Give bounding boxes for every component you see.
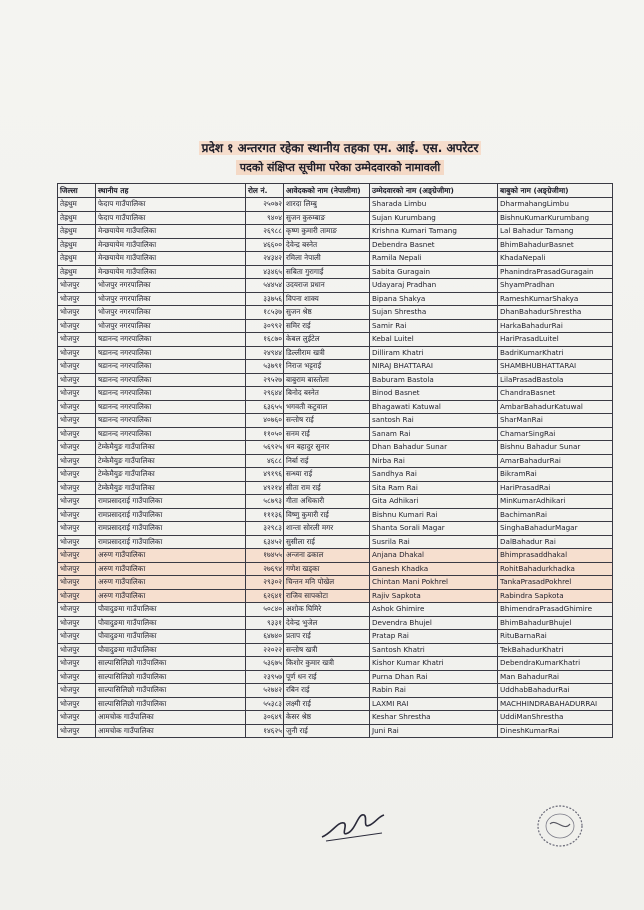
table-body (58, 198, 613, 738)
name-english-cell: Sita Ram Rai (370, 481, 498, 495)
district-cell: भोजपुर (58, 279, 96, 293)
table-row (58, 576, 613, 590)
roll-number-cell: ६३६५५ (246, 400, 284, 414)
local-level-cell: भोजपुर नगरपालिका (96, 292, 246, 306)
local-level-cell: षडानन्द नगरपालिका (96, 427, 246, 441)
district-cell: भोजपुर (58, 319, 96, 333)
table-row (58, 630, 613, 644)
name-english-cell: NIRAJ BHATTARAI (370, 360, 498, 374)
district-cell: भोजपुर (58, 306, 96, 320)
district-cell: भोजपुर (58, 643, 96, 657)
name-nepali-cell: रमिला नेपाली (284, 252, 370, 266)
name-english-cell: Bishnu Kumari Rai (370, 508, 498, 522)
roll-number-cell: ५५३८३ (246, 697, 284, 711)
district-cell: भोजपुर (58, 292, 96, 306)
name-english-cell: Sujan Kurumbang (370, 211, 498, 225)
name-english-cell: Kishor Kumar Khatri (370, 657, 498, 671)
father-name-cell: TekBahadurKhatri (498, 643, 613, 657)
local-level-cell: मेन्छयायेम गाउँपालिका (96, 252, 246, 266)
table-row (58, 562, 613, 576)
title-line-1: प्रदेश १ अन्तरगत रहेका स्थानीय तहका एम. आई. एस. अपरेटर (199, 141, 482, 155)
table-row (58, 711, 613, 725)
table-row (58, 670, 613, 684)
table-row (58, 414, 613, 428)
roll-number-cell: २३९५७ (246, 670, 284, 684)
father-name-cell: DineshKumarRai (498, 724, 613, 738)
table-row (58, 724, 613, 738)
local-level-cell: अरुण गाउँपालिका (96, 549, 246, 563)
table-row (58, 373, 613, 387)
local-level-cell: मेन्छयायेम गाउँपालिका (96, 265, 246, 279)
roll-number-cell: २४९४४ (246, 346, 284, 360)
local-level-cell: मेन्छयायेम गाउँपालिका (96, 238, 246, 252)
roll-number-cell: १११३६ (246, 508, 284, 522)
district-cell: भोजपुर (58, 522, 96, 536)
table-row (58, 616, 613, 630)
local-level-cell: फेदाप गाउँपालिका (96, 211, 246, 225)
official-stamp (532, 800, 588, 852)
name-english-cell: santosh Rai (370, 414, 498, 428)
local-level-cell: रामप्रसादराई गाउँपालिका (96, 495, 246, 509)
district-cell: भोजपुर (58, 697, 96, 711)
district-cell: भोजपुर (58, 454, 96, 468)
local-level-cell: आमचोक गाउँपालिका (96, 711, 246, 725)
district-cell: भोजपुर (58, 481, 96, 495)
roll-number-cell: ११०५० (246, 427, 284, 441)
local-level-cell: पौवादुङमा गाउँपालिका (96, 603, 246, 617)
local-level-cell: साल्पासिलिछो गाउँपालिका (96, 697, 246, 711)
district-cell: भोजपुर (58, 576, 96, 590)
name-nepali-cell: सुजन श्रेष्ठ (284, 306, 370, 320)
local-level-cell: षडानन्द नगरपालिका (96, 346, 246, 360)
district-cell: भोजपुर (58, 657, 96, 671)
name-nepali-cell: गणेश खड्का (284, 562, 370, 576)
name-nepali-cell: बिनोद बस्नेत (284, 387, 370, 401)
name-english-cell: Sanam Rai (370, 427, 498, 441)
father-name-cell: PhanindraPrasadGuragain (498, 265, 613, 279)
table-row (58, 603, 613, 617)
roll-number-cell: ४६८८ (246, 454, 284, 468)
name-english-cell: Rajiv Sapkota (370, 589, 498, 603)
table-row (58, 211, 613, 225)
name-english-cell: Chintan Mani Pokhrel (370, 576, 498, 590)
father-name-cell: HarkaBahadurRai (498, 319, 613, 333)
name-english-cell: Baburam Bastola (370, 373, 498, 387)
roll-number-cell: ३०९९२ (246, 319, 284, 333)
roll-number-cell: १४६२५ (246, 724, 284, 738)
name-nepali-cell: शान्ता सोरली मगर (284, 522, 370, 536)
name-nepali-cell: गीता अधिकारी (284, 495, 370, 509)
table-row (58, 697, 613, 711)
district-cell: भोजपुर (58, 630, 96, 644)
table-row (58, 508, 613, 522)
father-name-cell: DharmahangLimbu (498, 198, 613, 212)
district-cell: भोजपुर (58, 333, 96, 347)
name-nepali-cell: अशोक घिमिरे (284, 603, 370, 617)
father-name-cell: HariPrasadRai (498, 481, 613, 495)
roll-number-cell: ६४७४० (246, 630, 284, 644)
table-row (58, 495, 613, 509)
name-nepali-cell: डिल्लीराम खत्री (284, 346, 370, 360)
father-name-cell: BachimanRai (498, 508, 613, 522)
district-cell: तेह्रथुम (58, 225, 96, 239)
district-cell: भोजपुर (58, 360, 96, 374)
table-row (58, 319, 613, 333)
father-name-cell: Lal Bahadur Tamang (498, 225, 613, 239)
name-english-cell: Pratap Rai (370, 630, 498, 644)
name-english-cell: Samir Rai (370, 319, 498, 333)
name-english-cell: Ramila Nepali (370, 252, 498, 266)
name-nepali-cell: कृष्ण कुमारी तामाङ (284, 225, 370, 239)
name-english-cell: Sujan Shrestha (370, 306, 498, 320)
table-row (58, 441, 613, 455)
name-nepali-cell: सन्तोष राई (284, 414, 370, 428)
local-level-cell: अरुण गाउँपालिका (96, 562, 246, 576)
father-name-cell: HariPrasadLuitel (498, 333, 613, 347)
father-name-cell: TankaPrasadPokhrel (498, 576, 613, 590)
roll-number-cell: ४३४६५ (246, 265, 284, 279)
table-row (58, 387, 613, 401)
district-cell: भोजपुर (58, 387, 96, 401)
roll-number-cell: ९४०४ (246, 211, 284, 225)
table-row (58, 468, 613, 482)
table-row (58, 333, 613, 347)
name-nepali-cell: जुनी राई (284, 724, 370, 738)
roll-number-cell: २४३४२ (246, 252, 284, 266)
local-level-cell: आमचोक गाउँपालिका (96, 724, 246, 738)
table-row (58, 265, 613, 279)
name-nepali-cell: लक्ष्मी राई (284, 697, 370, 711)
roll-number-cell: १८५३७ (246, 306, 284, 320)
father-name-cell: BishnuKumarKurumbang (498, 211, 613, 225)
name-english-cell: Sharada Limbu (370, 198, 498, 212)
father-name-cell: RohitBahadurkhadka (498, 562, 613, 576)
name-nepali-cell: प्रताप राई (284, 630, 370, 644)
district-cell: भोजपुर (58, 427, 96, 441)
name-english-cell: Sandhya Rai (370, 468, 498, 482)
table-row (58, 427, 613, 441)
roll-number-cell: ४६६०० (246, 238, 284, 252)
father-name-cell: UddiManShrestha (498, 711, 613, 725)
district-cell: भोजपुर (58, 670, 96, 684)
header-local-level: स्थानीय तह (96, 184, 246, 198)
roll-number-cell: ३३७५६ (246, 292, 284, 306)
name-english-cell: Juni Rai (370, 724, 498, 738)
name-nepali-cell: पूर्ण धन राई (284, 670, 370, 684)
name-nepali-cell: धन बहादुर सुनार (284, 441, 370, 455)
name-english-cell: Debendra Basnet (370, 238, 498, 252)
name-english-cell: Bhagawati Katuwal (370, 400, 498, 414)
name-english-cell: Anjana Dhakal (370, 549, 498, 563)
document-title (190, 140, 490, 175)
header-district: जिल्ला (58, 184, 96, 198)
name-english-cell: Gita Adhikari (370, 495, 498, 509)
header-name-nepali: आवेदकको नाम (नेपालीमा) (284, 184, 370, 198)
name-nepali-cell: केसर श्रेष्ठ (284, 711, 370, 725)
local-level-cell: रामप्रसादराई गाउँपालिका (96, 535, 246, 549)
local-level-cell: भोजपुर नगरपालिका (96, 279, 246, 293)
father-name-cell: Rabindra Sapkota (498, 589, 613, 603)
name-nepali-cell: सीता राम राई (284, 481, 370, 495)
table-row (58, 400, 613, 414)
header-father-name: बाबुको नाम (अङ्ग्रेजीमा) (498, 184, 613, 198)
local-level-cell: टेम्केमैयुङ गाउँपालिका (96, 441, 246, 455)
name-nepali-cell: सन्ध्या राई (284, 468, 370, 482)
name-nepali-cell: सुजन कुरुम्बाङ (284, 211, 370, 225)
table-row (58, 360, 613, 374)
name-nepali-cell: किशोर कुमार खत्री (284, 657, 370, 671)
name-english-cell: Santosh Khatri (370, 643, 498, 657)
father-name-cell: SinghaBahadurMagar (498, 522, 613, 536)
roll-number-cell: ५८७९३ (246, 495, 284, 509)
roll-number-cell: ४०७६० (246, 414, 284, 428)
father-name-cell: DhanBahadurShrestha (498, 306, 613, 320)
local-level-cell: फेदाप गाउँपालिका (96, 198, 246, 212)
father-name-cell: DalBahadur Rai (498, 535, 613, 549)
district-cell: भोजपुर (58, 373, 96, 387)
father-name-cell: LilaPrasadBastola (498, 373, 613, 387)
name-english-cell: Ganesh Khadka (370, 562, 498, 576)
district-cell: भोजपुर (58, 346, 96, 360)
local-level-cell: साल्पासिलिछो गाउँपालिका (96, 670, 246, 684)
father-name-cell: DebendraKumarKhatri (498, 657, 613, 671)
father-name-cell: SharManRai (498, 414, 613, 428)
table-row (58, 346, 613, 360)
local-level-cell: अरुण गाउँपालिका (96, 576, 246, 590)
table-row (58, 238, 613, 252)
name-english-cell: Susrila Rai (370, 535, 498, 549)
local-level-cell: पौवादुङमा गाउँपालिका (96, 630, 246, 644)
header-name-english: उम्मेदवारको नाम (अङ्ग्रेजीमा) (370, 184, 498, 198)
local-level-cell: टेम्केमैयुङ गाउँपालिका (96, 468, 246, 482)
local-level-cell: टेम्केमैयुङ गाउँपालिका (96, 454, 246, 468)
name-nepali-cell: विपना शाक्य (284, 292, 370, 306)
header-roll-number: रोल नं. (246, 184, 284, 198)
district-cell: भोजपुर (58, 724, 96, 738)
local-level-cell: टेम्केमैयुङ गाउँपालिका (96, 481, 246, 495)
district-cell: भोजपुर (58, 441, 96, 455)
name-english-cell: Purna Dhan Rai (370, 670, 498, 684)
local-level-cell: षडानन्द नगरपालिका (96, 373, 246, 387)
table-row (58, 535, 613, 549)
district-cell: भोजपुर (58, 414, 96, 428)
name-english-cell: Devendra Bhujel (370, 616, 498, 630)
local-level-cell: अरुण गाउँपालिका (96, 589, 246, 603)
roll-number-cell: २९५२७ (246, 373, 284, 387)
name-nepali-cell: सबिता गुरागाईं (284, 265, 370, 279)
father-name-cell: BhimendraPrasadGhimire (498, 603, 613, 617)
name-english-cell: Nirba Rai (370, 454, 498, 468)
roll-number-cell: २७६९४ (246, 562, 284, 576)
name-english-cell: LAXMI RAI (370, 697, 498, 711)
table-row (58, 481, 613, 495)
name-english-cell: Ashok Ghimire (370, 603, 498, 617)
local-level-cell: षडानन्द नगरपालिका (96, 414, 246, 428)
name-english-cell: Dilliram Khatri (370, 346, 498, 360)
district-cell: भोजपुर (58, 508, 96, 522)
local-level-cell: रामप्रसादराई गाउँपालिका (96, 522, 246, 536)
father-name-cell: MACHHINDRABAHADURRAI (498, 697, 613, 711)
roll-number-cell: ६२६४१ (246, 589, 284, 603)
local-level-cell: मेन्छयायेम गाउँपालिका (96, 225, 246, 239)
table-row (58, 549, 613, 563)
table-row (58, 225, 613, 239)
district-cell: भोजपुर (58, 400, 96, 414)
roll-number-cell: ४९१९६ (246, 468, 284, 482)
name-english-cell: Dhan Bahadur Sunar (370, 441, 498, 455)
district-cell: तेह्रथुम (58, 211, 96, 225)
name-english-cell: Udayaraj Pradhan (370, 279, 498, 293)
name-nepali-cell: देवेन्द्र भुजेल (284, 616, 370, 630)
local-level-cell: भोजपुर नगरपालिका (96, 319, 246, 333)
district-cell: भोजपुर (58, 589, 96, 603)
table-row (58, 684, 613, 698)
roll-number-cell: ५३७९१ (246, 360, 284, 374)
local-level-cell: पौवादुङमा गाउँपालिका (96, 616, 246, 630)
local-level-cell: रामप्रसादराई गाउँपालिका (96, 508, 246, 522)
name-nepali-cell: निराज भट्टराई (284, 360, 370, 374)
roll-number-cell: ९३३१ (246, 616, 284, 630)
name-nepali-cell: रबिन राई (284, 684, 370, 698)
name-nepali-cell: बाबुराम बास्तोला (284, 373, 370, 387)
local-level-cell: पौवादुङमा गाउँपालिका (96, 643, 246, 657)
name-english-cell: Binod Basnet (370, 387, 498, 401)
name-nepali-cell: विष्णु कुमारी राई (284, 508, 370, 522)
roll-number-cell: ३२९८३ (246, 522, 284, 536)
table-row (58, 454, 613, 468)
district-cell: भोजपुर (58, 684, 96, 698)
father-name-cell: BhimBahadurBasnet (498, 238, 613, 252)
father-name-cell: BikramRai (498, 468, 613, 482)
district-cell: भोजपुर (58, 495, 96, 509)
name-english-cell: Shanta Sorali Magar (370, 522, 498, 536)
district-cell: भोजपुर (58, 562, 96, 576)
roll-number-cell: ३०६४९ (246, 711, 284, 725)
table-row (58, 306, 613, 320)
name-nepali-cell: सुसीला राई (284, 535, 370, 549)
roll-number-cell: २५०७२ (246, 198, 284, 212)
local-level-cell: षडानन्द नगरपालिका (96, 360, 246, 374)
father-name-cell: AmbarBahadurKatuwal (498, 400, 613, 414)
roll-number-cell: १६८७० (246, 333, 284, 347)
father-name-cell: KhadaNepali (498, 252, 613, 266)
district-cell: भोजपुर (58, 535, 96, 549)
roll-number-cell: २९३०२ (246, 576, 284, 590)
table-header-row (58, 184, 613, 198)
district-cell: भोजपुर (58, 616, 96, 630)
district-cell: भोजपुर (58, 711, 96, 725)
name-nepali-cell: चिन्तन मनि पोखेल (284, 576, 370, 590)
roll-number-cell: २२०२२ (246, 643, 284, 657)
name-nepali-cell: राजिव सापकोटा (284, 589, 370, 603)
name-english-cell: Bipana Shakya (370, 292, 498, 306)
district-cell: तेह्रथुम (58, 238, 96, 252)
name-english-cell: Rabin Rai (370, 684, 498, 698)
district-cell: तेह्रथुम (58, 198, 96, 212)
father-name-cell: Bishnu Bahadur Sunar (498, 441, 613, 455)
district-cell: तेह्रथुम (58, 252, 96, 266)
father-name-cell: Bhimprasaddhakal (498, 549, 613, 563)
roll-number-cell: ५६९२५ (246, 441, 284, 455)
name-nepali-cell: समिर राई (284, 319, 370, 333)
name-english-cell: Sabita Guragain (370, 265, 498, 279)
father-name-cell: AmarBahadurRai (498, 454, 613, 468)
father-name-cell: ChandraBasnet (498, 387, 613, 401)
father-name-cell: RituBarnaRai (498, 630, 613, 644)
local-level-cell: षडानन्द नगरपालिका (96, 333, 246, 347)
signature (318, 803, 388, 845)
table-row (58, 198, 613, 212)
name-nepali-cell: निर्बा राई (284, 454, 370, 468)
father-name-cell: SHAMBHUBHATTARAI (498, 360, 613, 374)
name-nepali-cell: अन्जना ढकाल (284, 549, 370, 563)
candidate-table (57, 183, 613, 738)
roll-number-cell: ६३४५२ (246, 535, 284, 549)
father-name-cell: Man BahadurRai (498, 670, 613, 684)
roll-number-cell: ५३६७५ (246, 657, 284, 671)
local-level-cell: साल्पासिलिछो गाउँपालिका (96, 684, 246, 698)
district-cell: भोजपुर (58, 468, 96, 482)
father-name-cell: BhimBahadurBhujel (498, 616, 613, 630)
name-english-cell: Kebal Luitel (370, 333, 498, 347)
table-row (58, 589, 613, 603)
name-english-cell: Keshar Shrestha (370, 711, 498, 725)
table-row (58, 292, 613, 306)
table-row (58, 252, 613, 266)
name-english-cell: Krishna Kumari Tamang (370, 225, 498, 239)
local-level-cell: साल्पासिलिछो गाउँपालिका (96, 657, 246, 671)
father-name-cell: MinKumarAdhikari (498, 495, 613, 509)
local-level-cell: भोजपुर नगरपालिका (96, 306, 246, 320)
table-row (58, 657, 613, 671)
father-name-cell: RameshKumarShakya (498, 292, 613, 306)
district-cell: भोजपुर (58, 603, 96, 617)
roll-number-cell: २९६४४ (246, 387, 284, 401)
name-nepali-cell: देवेन्द्र बस्नेत (284, 238, 370, 252)
roll-number-cell: १७४५५ (246, 549, 284, 563)
name-nepali-cell: भगवती कटुवाल (284, 400, 370, 414)
roll-number-cell: ५२७४२ (246, 684, 284, 698)
name-nepali-cell: शारदा लिम्बु (284, 198, 370, 212)
roll-number-cell: २६९८८ (246, 225, 284, 239)
title-line-2: पदको संक्षिप्त सूचीमा परेका उम्मेदवारको नामावली (236, 160, 444, 175)
local-level-cell: षडानन्द नगरपालिका (96, 400, 246, 414)
father-name-cell: ShyamPradhan (498, 279, 613, 293)
roll-number-cell: ४९२१४ (246, 481, 284, 495)
roll-number-cell: ५०८४० (246, 603, 284, 617)
district-cell: तेह्रथुम (58, 265, 96, 279)
name-nepali-cell: केबल लुईटेल (284, 333, 370, 347)
roll-number-cell: ५४४५४ (246, 279, 284, 293)
local-level-cell: षडानन्द नगरपालिका (96, 387, 246, 401)
name-nepali-cell: सनम राई (284, 427, 370, 441)
name-nepali-cell: सन्तोष खत्री (284, 643, 370, 657)
table-row (58, 279, 613, 293)
district-cell: भोजपुर (58, 549, 96, 563)
father-name-cell: ChamarSingRai (498, 427, 613, 441)
table-row (58, 522, 613, 536)
table-row (58, 643, 613, 657)
name-nepali-cell: उदयराज प्रधान (284, 279, 370, 293)
father-name-cell: UddhabBahadurRai (498, 684, 613, 698)
father-name-cell: BadriKumarKhatri (498, 346, 613, 360)
